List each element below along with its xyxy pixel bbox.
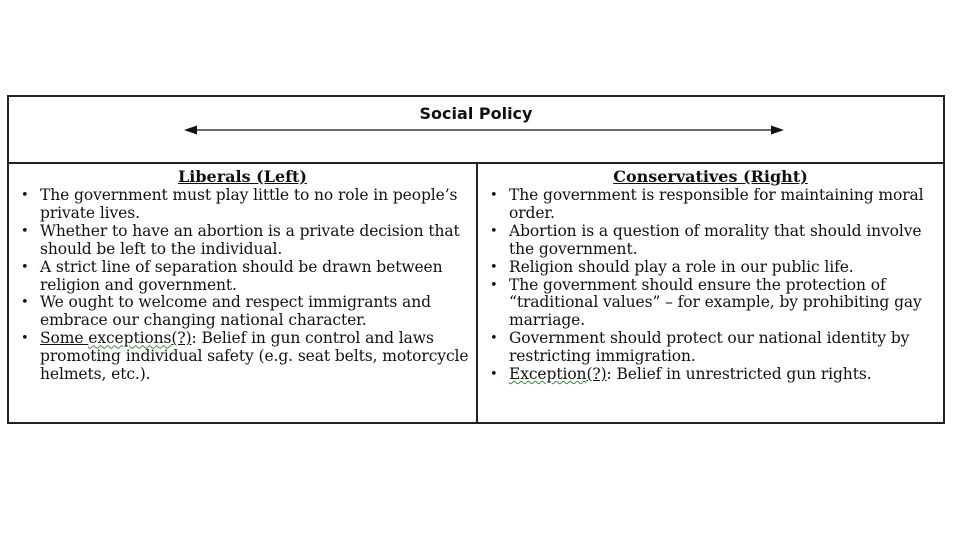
list-item: • A strict line of separation should be drawn between religion and government. bbox=[21, 257, 443, 294]
list-item-exception: • Some exceptions(?): Belief in gun control and laws promoting individual safety (e.g. seat belts, motorcycle helmets, etc.). bbox=[21, 329, 469, 384]
liberals-column bbox=[9, 164, 478, 424]
list-item: • The government is responsible for maintaining moral order. bbox=[490, 186, 924, 222]
conservatives-column bbox=[478, 164, 943, 424]
list-item: • The government must play little to no role in people’s private lives. bbox=[21, 186, 458, 222]
list-item: • Whether to have an abortion is a private decision that should be left to the individual. bbox=[21, 221, 460, 258]
table-header bbox=[9, 97, 943, 164]
liberals-list bbox=[9, 187, 476, 384]
list-item: • The government should ensure the protection of “traditional values” – for example, by prohibiting gay marriage. bbox=[490, 275, 922, 330]
list-item: • Abortion is a question of morality that should involve the government. bbox=[490, 221, 922, 258]
table-title: Social Policy bbox=[419, 104, 533, 123]
list-item-exception: • Exception(?): Belief in unrestricted gun rights. bbox=[490, 365, 872, 384]
conservatives-title: Conservatives (Right) bbox=[613, 167, 808, 186]
list-item: • Government should protect our national identity by restricting immigration. bbox=[490, 329, 910, 366]
liberals-title: Liberals (Left) bbox=[178, 167, 307, 186]
social-policy-table bbox=[7, 95, 945, 424]
list-item: • We ought to welcome and respect immigrants and embrace our changing national character. bbox=[21, 293, 431, 330]
conservatives-list bbox=[478, 187, 943, 384]
double-arrow-icon bbox=[184, 124, 784, 136]
list-item: • Religion should play a role in our public life. bbox=[490, 257, 854, 276]
